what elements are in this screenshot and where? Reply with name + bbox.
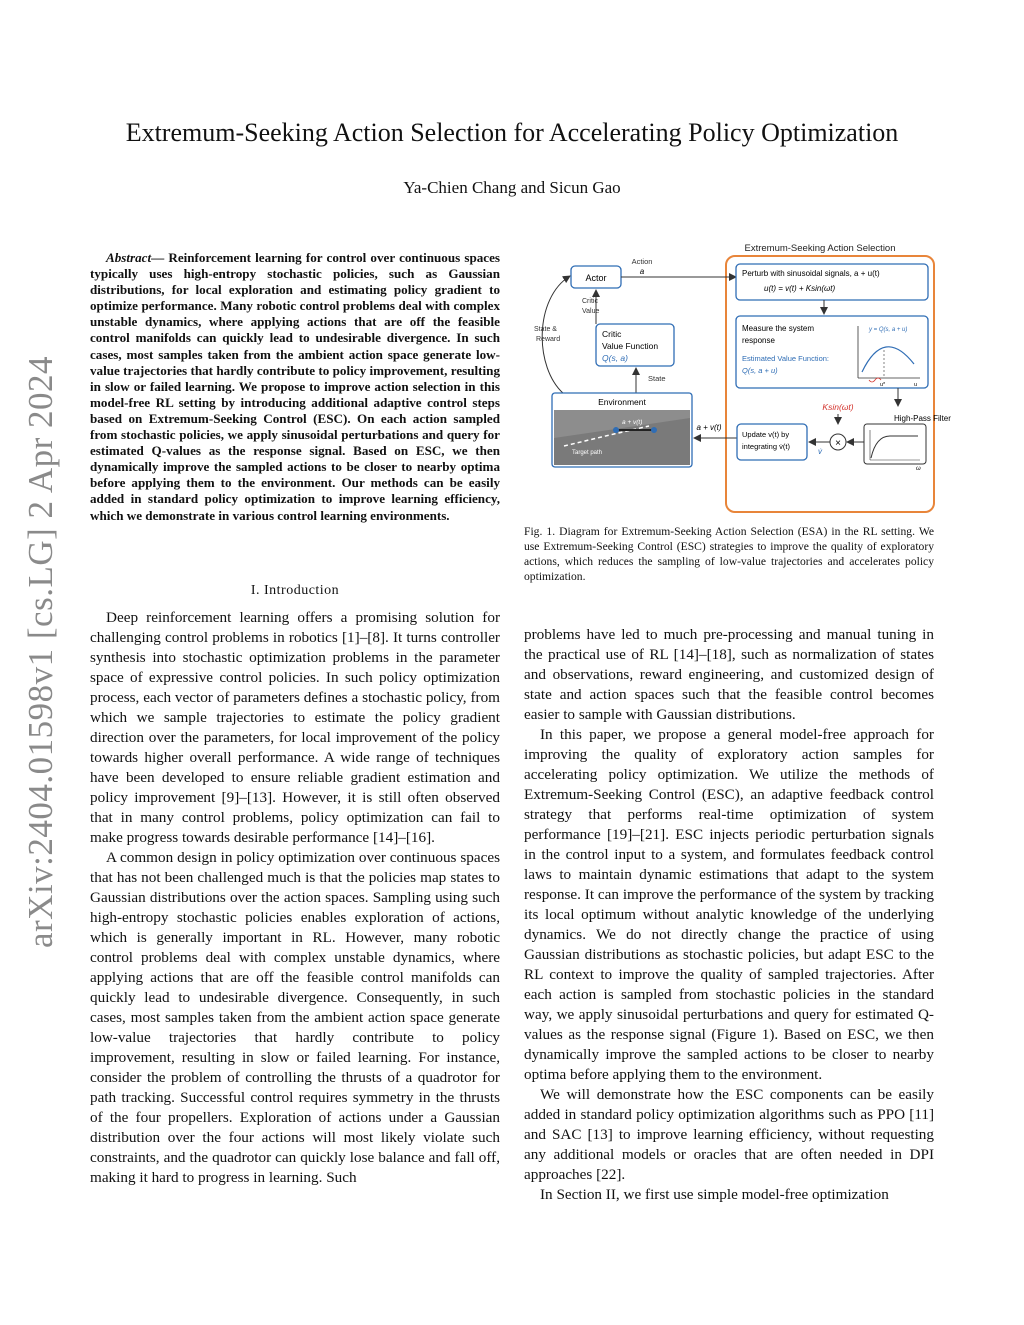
actor-label: Actor — [585, 273, 607, 283]
paragraph: We will demonstrate how the ESC components can be easily added in standard policy optimization algorithms such as PPO [11] and SAC [13] to improve learning efficiency, without requesting any additional models or oracles that are often needed in DPI approaches [22]. — [524, 1086, 934, 1183]
figure-caption: Fig. 1. Diagram for Extremum-Seeking Action Selection (ESA) in the RL setting. We use Extremum-Seeking Control (ESC) strategies to improve the quality of exploratory actions, which reduces the sampling of low-value trajectories and accelerates policy optimization. — [524, 525, 934, 583]
arxiv-id: arXiv:2404.01598v1 [cs.LG] 2 Apr 2024 — [21, 355, 60, 949]
action-label: Action — [631, 257, 653, 266]
update-line-2: integrating v̇(t) — [742, 442, 790, 451]
env-eq: a + v(t) — [622, 419, 643, 426]
right-column — [524, 625, 934, 1205]
ksin-label: Ksin(ωt) — [822, 402, 854, 412]
paragraph: Deep reinforcement learning offers a promising solution for challenging control problems in robotics [1]–[8]. It turns controller synthesis into stochastic optimization problems in the parameter space of expressive control policies. In such policy optimization process, each vector of parameters defines a stochastic policy, from which we sample trajectories to estimate the policy gradient direction over the parameters, for local improvement of the policy towards higher overall performance. A wide range of techniques have been developed to ensure reliable gradient estimation and policy improvement [9]–[13]. However, it is still often observed that in many control problems, policy optimization can fail to make progress towards desirable performance [14]–[16]. — [90, 609, 500, 846]
action-symbol: a — [639, 267, 645, 276]
paragraph: problems have led to much pre-processing and manual tuning in the practical use of RL [14]–[18], such as normalization of states and observations, reward engineering, and customized design of state and action spaces such that the feasible control becomes easier to sample with Gaussian distributions. — [524, 626, 934, 723]
arxiv-sidebar — [6, 355, 76, 949]
abstract-label: Abstract — [106, 250, 152, 265]
measure-line-1: Measure the system — [742, 324, 815, 333]
perturb-eq: u(t) = v(t) + Ksin(ωt) — [764, 284, 836, 293]
hpf-box — [864, 424, 926, 464]
update-line-1: Update v(t) by — [742, 430, 790, 439]
state-label: State — [648, 374, 666, 383]
authors: Ya-Chien Chang and Sicun Gao — [403, 178, 621, 197]
hpf-label: High-Pass Filter — [894, 414, 951, 423]
perturb-title: Perturb with sinusoidal signals, a + u(t) — [742, 269, 880, 278]
vdot-label: v̇ — [818, 447, 822, 456]
estimated-label: Estimated Value Function: — [742, 354, 829, 363]
multiplier-symbol: × — [835, 438, 841, 449]
omega-label: ω — [916, 466, 921, 472]
section-heading: I. Introduction — [250, 583, 340, 598]
critic-line-2: Value Function — [602, 341, 659, 351]
esa-title: Extremum-Seeking Action Selection — [744, 243, 896, 254]
a-plus-v-label: a + v(t) — [696, 423, 722, 432]
paragraph: A common design in policy optimization over continuous spaces that has not been challenged much is that the policies map states to Gaussian distributions over the action spaces. Sampling using such high-entropy stochastic policies enables exploration of actions, which is generally important in RL. However, many robotic control problems deal with complex unstable dynamics, where applying actions that are off the feasible control manifolds can quickly lead to undesirable divergence. Consequently, in such cases, most samples taken from the ambient action space generate low-value trajectories that hardly contribute to policy improvement, resulting in slow or failed learning. For instance, consider the problem of controlling the thrusts of a quadrotor for path tracking. Successful control requires symmetry in the thrusts of the four propellers. Exploration of actions under a Gaussian distribution over the four actions will most likely violate such constraints, and the quadrotor can quickly lose balance and fall off, making it hard to progress in learning. Such — [90, 849, 500, 1186]
paragraph: In Section II, we first use simple model-free optimization — [540, 1186, 889, 1203]
drone-rotor — [651, 427, 657, 433]
critic-value-label: Critic — [582, 298, 598, 305]
abstract-text: — Reinforcement learning for control over continuous spaces typically uses high-entropy stochastic policies, such as Gaussian distributions, for local exploration and estimating policy gradient to optimize performance. Many robotic control problems deal with complex unstable dynamics, where applying actions that are off the feasible control manifolds can quickly lead to undesirable divergence. In such cases, most samples taken from the ambient action space generate low-value trajectories that hardly contribute to policy improvement, resulting in slow or failed learning. We propose to improve action selection in this model-free RL setting by introducing additional adaptive control steps based on Extremum-Seeking Control (ESC). On each action sampled from stochastic policies, we apply sinusoidal perturbations and query for estimated Q-values as the response signal. Based on ESC, we then dynamically improve the sampled actions to be closer to nearby optima before applying them to the environment. Our methods can be easily added in standard policy optimization to improve learning efficiency, which we demonstrate in various control learning environments. — [90, 250, 500, 523]
abstract — [90, 250, 500, 524]
target-path-label: Target path — [572, 450, 603, 456]
esa-diagram — [524, 238, 951, 514]
left-column — [90, 608, 500, 1188]
environment-label: Environment — [598, 397, 646, 407]
state-reward-arrow — [542, 276, 570, 394]
paper-title: Extremum-Seeking Action Selection for Accelerating Policy Optimization — [125, 118, 899, 147]
estimated-q: Q(s, a + u) — [742, 366, 778, 375]
critic-line-1: Critic — [602, 329, 622, 339]
state-reward-label-2: Reward — [536, 336, 561, 343]
state-reward-label: State & — [534, 326, 557, 333]
curve-label: y = Q(s, a + u) — [869, 327, 908, 333]
drone-rotor — [613, 427, 619, 433]
u-axis-label: u — [914, 382, 918, 388]
measure-line-2: response — [742, 336, 775, 345]
paragraph: In this paper, we propose a general model-free approach for improving the quality of exploratory action samples for accelerating policy optimization. We utilize the methods of Extremum-Seeking Control (ESC), an adaptive feedback control strategy that performs real-time optimization of system performance [19]–[21]. ESC injects periodic perturbation signals in the control input to a system, and formulates feedback control laws to maintain dynamic estimations that adapt to the system response. It can improve the performance of the system by tracking its local optimum without analytic knowledge of the underlying dynamics. We do not directly change the practice of using Gaussian distributions as stochastic policies, but adapt ESC to the RL context to improve the quality of sampled trajectories. After each action is sampled from stochastic policies in the standard way, we apply sinusoidal perturbations and query for estimated Q-values as the response signal (Figure 1). Based on ESC, we then dynamically improve the sampled actions to be closer to nearby optima before applying them to the environment. — [524, 726, 934, 1083]
critic-q: Q(s, a) — [602, 353, 628, 363]
critic-value-label-2: Value — [582, 308, 600, 315]
u-star-label: u* — [880, 382, 886, 388]
